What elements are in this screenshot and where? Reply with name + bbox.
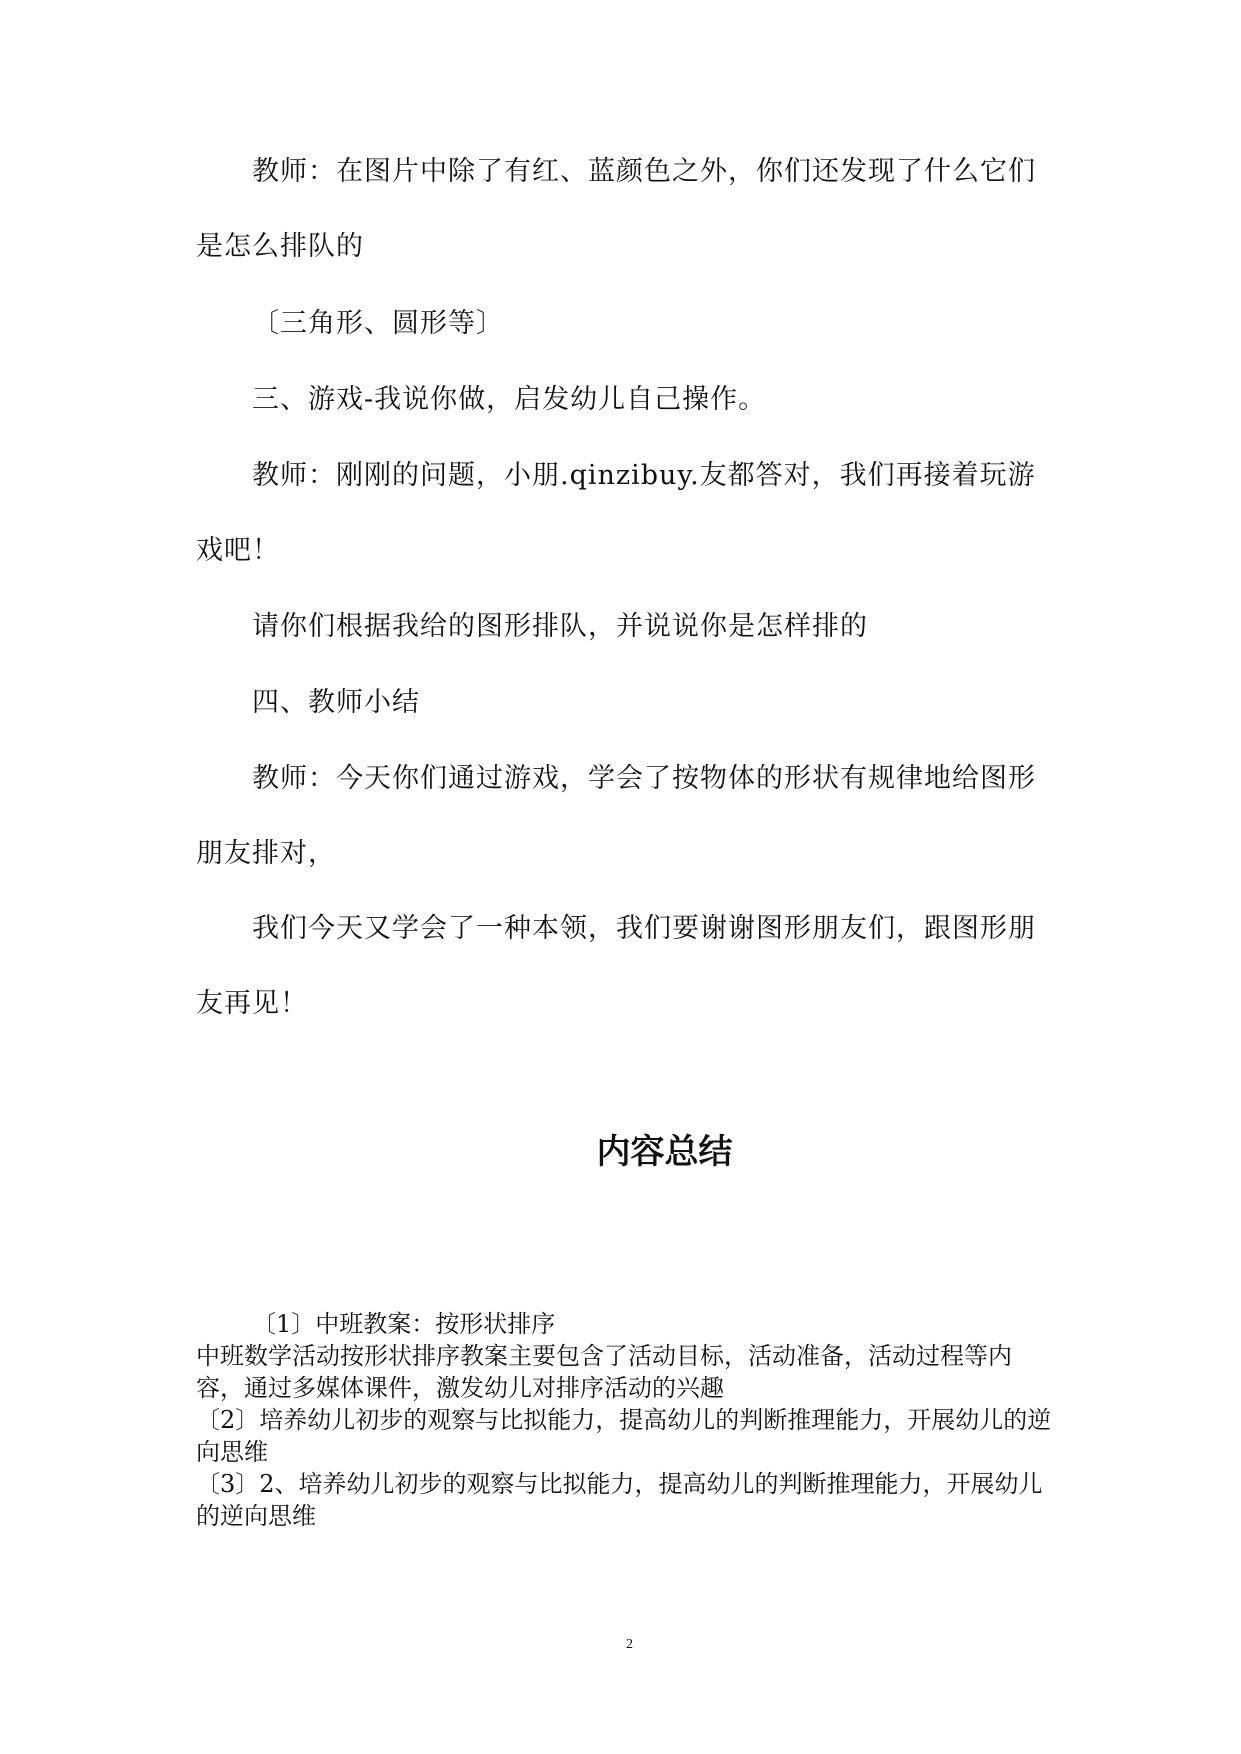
body-paragraph: 教师：刚刚的问题，小朋.qinzibuy.友都答对，我们再接着玩游戏吧！ [196, 460, 1036, 566]
body-paragraph: 教师：在图片中除了有红、蓝颜色之外，你们还发现了什么它们是怎么排队的 [196, 156, 1036, 262]
section-heading: 三、游戏-我说你做，启发幼儿自己操作。 [252, 384, 767, 415]
summary-block [196, 1308, 1056, 1532]
body-paragraph: 教师：今天你们通过游戏，学会了按物体的形状有规律地给图形朋友排对， [196, 763, 1036, 869]
summary-title: 内容总结 [596, 1132, 733, 1172]
page-number: 2 [626, 1637, 633, 1652]
section-heading: 四、教师小结 [252, 687, 420, 718]
body-paragraph: 请你们根据我给的图形排队，并说说你是怎样排的 [252, 611, 868, 642]
summary-line: 〔1〕中班教案：按形状排序 [252, 1310, 556, 1338]
summary-line: 中班数学活动按形状排序教案主要包含了活动目标，活动准备，活动过程等内容，通过多媒体课件，激发幼儿对排序活动的兴趣 [196, 1342, 1012, 1402]
body-paragraph: 〔三角形、圆形等〕 [252, 308, 504, 339]
body-paragraph: 我们今天又学会了一种本领，我们要谢谢图形朋友们，跟图形朋友再见！ [196, 913, 1036, 1019]
summary-line: 〔2〕培养幼儿初步的观察与比拟能力，提高幼儿的判断推理能力，开展幼儿的逆向思维 [196, 1406, 1052, 1466]
summary-line: 〔3〕2、培养幼儿初步的观察与比拟能力，提高幼儿的判断推理能力，开展幼儿的逆向思维 [196, 1470, 1043, 1530]
